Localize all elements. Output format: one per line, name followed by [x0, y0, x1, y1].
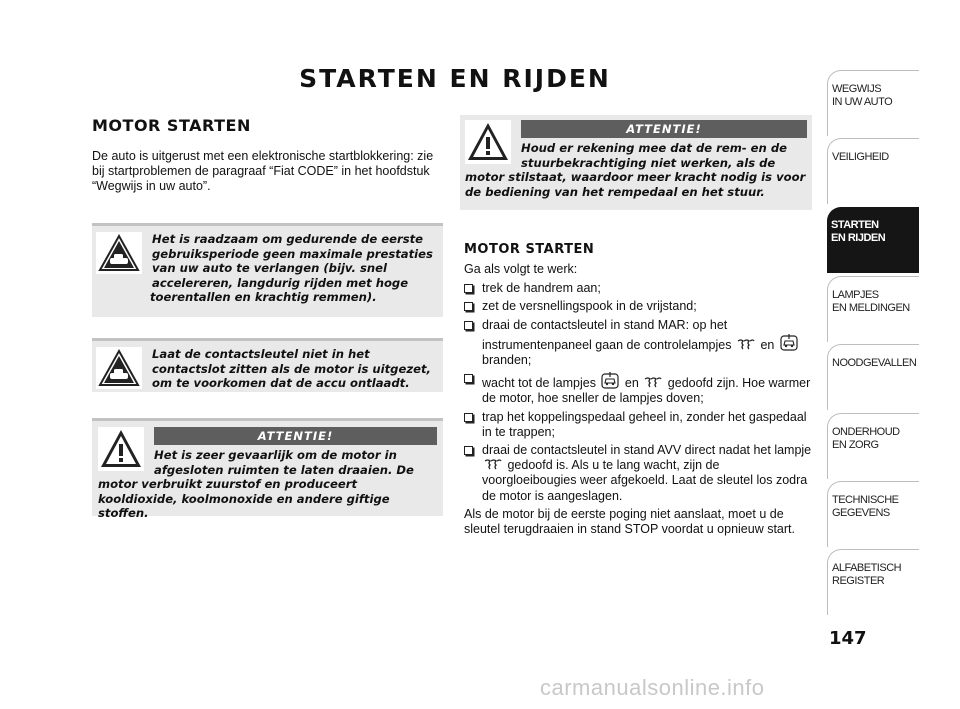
- step-text: draai de contactsleutel in stand AVV direct nadat het lampje: [482, 443, 812, 458]
- list-item: [464, 443, 814, 504]
- closing-paragraph: Als de motor bij de eerste poging niet aanslaat, moet u de sleutel terugdraaien in stand STOP voordat u opnieuw start.: [464, 506, 795, 537]
- tab-onderhoud[interactable]: [827, 413, 919, 479]
- list-item: [464, 371, 814, 406]
- car-caution-triangle-icon: [96, 232, 142, 274]
- step-text: trap het koppelingspedaal geheel in, zonder het gaspedaal in te trappen;: [482, 409, 807, 439]
- exclamation-triangle-icon: [465, 120, 511, 164]
- step-text: gedoofd zijn. Hoe warmer de motor, hoe sneller de lampjes doven;: [482, 376, 811, 406]
- tab-label: STARTEN EN RIJDEN: [831, 219, 886, 244]
- tab-label: ONDERHOUD EN ZORG: [832, 426, 900, 451]
- car-caution-triangle-icon: [96, 347, 142, 389]
- list-item: [464, 318, 814, 369]
- section-heading: MOTOR STARTEN: [92, 116, 251, 135]
- steps-list: [464, 281, 814, 504]
- warning-label: ATTENTIE!: [521, 120, 807, 138]
- step-text: en: [624, 376, 639, 391]
- exclamation-triangle-icon: [98, 427, 144, 471]
- list-item: [464, 410, 814, 440]
- warning-box-1: [92, 421, 443, 521]
- warning-box-2: [460, 115, 812, 210]
- list-item: [464, 281, 814, 296]
- checkbox-bullet-icon: [464, 302, 473, 311]
- checkbox-bullet-icon: [464, 413, 473, 422]
- tab-label: ALFABETISCH REGISTER: [832, 562, 902, 587]
- tab-label: WEGWIJS IN UW AUTO: [832, 83, 893, 108]
- tab-label: TECHNISCHE GEGEVENS: [832, 494, 899, 519]
- tab-label: NOODGEVALLEN: [832, 357, 917, 369]
- fiat-code-car-key-icon: [780, 333, 798, 351]
- tab-technische-gegevens[interactable]: [827, 481, 919, 547]
- page-title: STARTEN EN RIJDEN: [299, 64, 611, 93]
- warning-label: ATTENTIE!: [154, 427, 437, 445]
- glow-plug-icon: [737, 339, 755, 351]
- checkbox-bullet-icon: [464, 446, 473, 455]
- note-text-1: Het is raadzaam om gedurende de eerste gebruiksperiode geen maximale prestaties van uw auto te verlangen (bijv. snel accelereren, langdurig rijden met hoge toerentallen en krachtig remmen).: [150, 232, 433, 305]
- watermark: carmanualsonline.info: [540, 675, 765, 700]
- tab-starten-en-rijden[interactable]: [827, 207, 919, 273]
- step-text: gedoofd is. Als u te lang wacht, zijn de voorgloeibougies weer afgekoeld. Laat de sleutel los zodra de motor is aangeslagen.: [482, 458, 808, 503]
- note-text-2: Laat de contactsleutel niet in het contactslot zitten als de motor is uitgezet, om te voorkomen dat de accu ontlaadt.: [152, 347, 431, 391]
- tab-alfabetisch-register[interactable]: [827, 549, 919, 615]
- step-text: zet de versnellingspook in de vrijstand;: [482, 299, 697, 314]
- step-text: en: [760, 337, 775, 352]
- steps-block: [464, 262, 814, 537]
- glow-plug-icon: [484, 459, 502, 471]
- warning-text-2: Houd er rekening mee dat de rem- en de stuurbekrachtiging niet werken, als de motor stilstaat, waardoor meer kracht nodig is voor de bediening van het rempedaal en het stuur.: [465, 141, 806, 199]
- page-number: 147: [829, 628, 867, 649]
- step-text: wacht tot de lampjes: [482, 376, 596, 391]
- tab-noodgevallen[interactable]: [827, 344, 919, 410]
- step-text: branden;: [482, 353, 532, 368]
- glow-plug-icon: [644, 377, 662, 389]
- checkbox-bullet-icon: [464, 284, 473, 293]
- checkbox-bullet-icon: [464, 374, 473, 383]
- warning-text-1: Het is zeer gevaarlijk om de motor in afgesloten ruimten te laten draaien. De motor verbruikt zuurstof en produceert kooldioxide, koolmonoxide en andere giftige stoffen.: [98, 448, 414, 521]
- step-text: draai de contactsleutel in stand MAR: op het instrumentenpaneel gaan de controlelampjes: [482, 317, 732, 352]
- steps-lead: Ga als volgt te werk:: [464, 262, 578, 276]
- step-text: trek de handrem aan;: [482, 281, 601, 296]
- note-box-1: [92, 226, 443, 317]
- intro-paragraph: De auto is uitgerust met een elektronische startblokkering: zie bij startproblemen de paragraaf “Fiat CODE” in het hoofdstuk “Wegwijs in uw auto”.: [92, 149, 434, 194]
- fiat-code-car-key-icon: [601, 371, 619, 389]
- tab-label: LAMPJES EN MELDINGEN: [832, 289, 910, 314]
- tab-lampjes[interactable]: [827, 276, 919, 342]
- subsection-heading: MOTOR STARTEN: [464, 242, 595, 257]
- list-item: [464, 299, 814, 314]
- tab-veiligheid[interactable]: [827, 138, 919, 204]
- tab-wegwijs[interactable]: [827, 70, 919, 136]
- tab-label: VEILIGHEID: [832, 151, 889, 163]
- note-box-2: [92, 341, 443, 392]
- checkbox-bullet-icon: [464, 321, 473, 330]
